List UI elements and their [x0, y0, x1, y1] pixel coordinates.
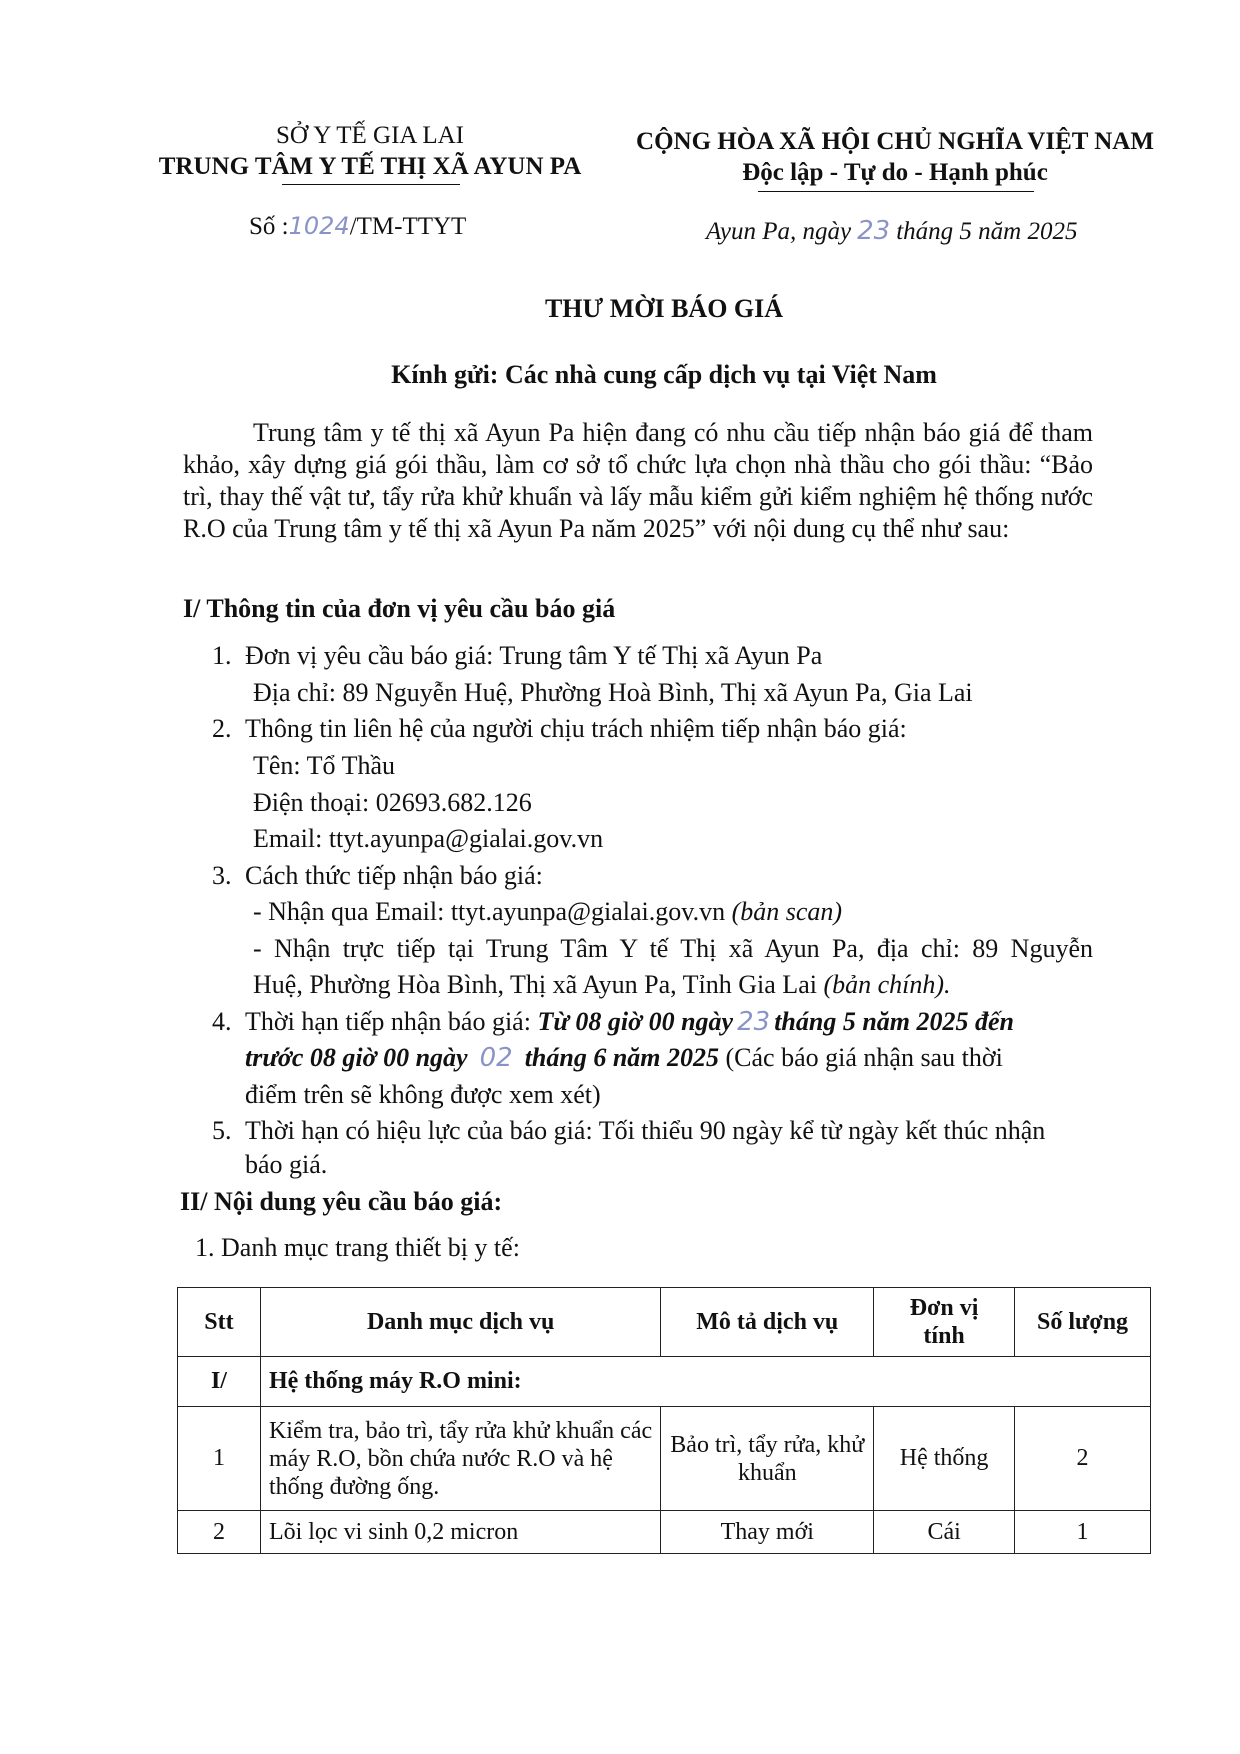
item4-line3: điểm trên sẽ không được xem xét) — [245, 1080, 601, 1109]
email-method-note: (bản scan) — [731, 897, 843, 926]
header-unit — [874, 1288, 1015, 1357]
item5-line2: báo giá. — [245, 1150, 328, 1179]
item2-number: 2. — [212, 714, 232, 743]
item1-address: Địa chỉ: 89 Nguyễn Huệ, Phường Hoà Bình, Thị xã Ayun Pa, Gia Lai — [253, 678, 973, 707]
table-row — [178, 1511, 1151, 1554]
item4-start-text: Từ 08 giờ 00 ngày — [537, 1007, 734, 1036]
item3-direct-method-line1: - Nhận trực tiếp tại Trung Tâm Y tế Thị xã Ayun Pa, địa chỉ: 89 Nguyễn — [253, 934, 1093, 963]
row2-stt: 2 — [178, 1511, 261, 1554]
item4-start-month: tháng 5 năm 2025 đến — [774, 1007, 1015, 1036]
header-quantity: Số lượng — [1015, 1288, 1151, 1357]
item3-direct-method-line2 — [253, 970, 951, 1000]
agency-name: SỞ Y TẾ GIA LAI — [276, 122, 464, 149]
recipient: Kính gửi: Các nhà cung cấp dịch vụ tại Việt Nam — [391, 360, 937, 389]
item3-number: 3. — [212, 861, 232, 890]
section2-heading: II/ Nội dung yêu cầu báo giá: — [180, 1187, 503, 1216]
item4-start-day-handwritten: 23 — [737, 1007, 771, 1037]
number-suffix: /TM-TTYT — [349, 213, 467, 240]
table-row — [178, 1407, 1151, 1511]
group-name: Hệ thống máy R.O mini: — [260, 1357, 1150, 1407]
row2-quantity: 1 — [1015, 1511, 1151, 1554]
direct-method-note: (bản chính). — [823, 970, 951, 999]
row1-unit: Hệ thống — [874, 1407, 1015, 1511]
date-prefix: Ayun Pa, ngày — [706, 218, 852, 245]
row1-quantity: 2 — [1015, 1407, 1151, 1511]
intro-paragraph: Trung tâm y tế thị xã Ayun Pa hiện đang có nhu cầu tiếp nhận báo giá để tham khảo, xây dựng giá gói thầu, làm cơ sở tổ chức lựa chọn nhà thầu cho gói thầu: “Bảo trì, thay thế vật tư, tẩy rửa khử khuẩn và lấy mẫu kiểm gửi kiểm nghiệm hệ thống nước R.O của Trung tâm y tế thị xã Ayun Pa năm 2025” với nội dung cụ thể như sau: — [183, 418, 1093, 543]
item4-note-start: (Các báo giá nhận sau thời — [725, 1043, 1003, 1072]
item3-email-method — [253, 897, 842, 927]
row1-description: Bảo trì, tẩy rửa, khử khuẩn — [661, 1407, 874, 1511]
item4-line1 — [245, 1007, 1014, 1037]
email-method-text: - Nhận qua Email: ttyt.ayunpa@gialai.gov.vn — [253, 897, 726, 926]
service-table — [177, 1287, 1151, 1554]
contact-email: Email: ttyt.ayunpa@gialai.gov.vn — [253, 824, 604, 853]
row2-service: Lõi lọc vi sinh 0,2 micron — [260, 1511, 660, 1554]
contact-name: Tên: Tổ Thầu — [253, 751, 396, 780]
item1-text: Đơn vị yêu cầu báo giá: Trung tâm Y tế Thị xã Ayun Pa — [245, 641, 823, 670]
item4-end-text: trước 08 giờ 00 ngày — [245, 1043, 468, 1072]
table-header-row — [178, 1288, 1151, 1357]
section1-heading: I/ Thông tin của đơn vị yêu cầu báo giá — [183, 594, 616, 623]
date-handwritten: 23 — [857, 216, 891, 246]
row1-stt: 1 — [178, 1407, 261, 1511]
number-handwritten: 1024 — [288, 212, 350, 240]
item3-text: Cách thức tiếp nhận báo giá: — [245, 861, 543, 890]
item4-end-month: tháng 6 năm 2025 — [524, 1043, 720, 1072]
header-description: Mô tả dịch vụ — [661, 1288, 874, 1357]
item5-line1: Thời hạn có hiệu lực của báo giá: Tối thiểu 90 ngày kể từ ngày kết thúc nhận — [245, 1116, 1046, 1145]
unit-underline — [282, 184, 460, 185]
table-group-row — [178, 1357, 1151, 1407]
header-service: Danh mục dịch vụ — [260, 1288, 660, 1357]
row2-unit: Cái — [874, 1511, 1015, 1554]
item4-end-day-handwritten: 02 — [479, 1043, 513, 1073]
motto-underline — [758, 191, 1034, 192]
document-title: THƯ MỜI BÁO GIÁ — [544, 294, 784, 323]
item4-line2 — [245, 1043, 1003, 1073]
contact-phone: Điện thoại: 02693.682.126 — [253, 788, 532, 817]
header-unit-text: Đơn vị tính — [909, 1295, 979, 1349]
row1-service: Kiểm tra, bảo trì, tẩy rửa khử khuẩn các máy R.O, bồn chứa nước R.O và hệ thống đường ống. — [260, 1407, 660, 1511]
group-stt: I/ — [178, 1357, 261, 1407]
unit-name: TRUNG TÂM Y TẾ THỊ XÃ AYUN PA — [158, 153, 582, 180]
document-date — [706, 216, 1077, 246]
direct-method-text: Huệ, Phường Hòa Bình, Thị xã Ayun Pa, Tỉnh Gia Lai — [253, 970, 817, 999]
item1-number: 1. — [212, 641, 232, 670]
item5-number: 5. — [212, 1116, 232, 1145]
number-prefix: Số : — [249, 213, 289, 240]
motto: Độc lập - Tự do - Hạnh phúc — [742, 159, 1048, 186]
document-number — [249, 212, 466, 241]
section2-sub1: 1. Danh mục trang thiết bị y tế: — [195, 1233, 520, 1262]
header-stt: Stt — [178, 1288, 261, 1357]
item4-label-text: Thời hạn tiếp nhận báo giá: — [245, 1007, 531, 1036]
item2-text: Thông tin liên hệ của người chịu trách nhiệm tiếp nhận báo giá: — [245, 714, 907, 743]
country-name: CỘNG HÒA XÃ HỘI CHỦ NGHĨA VIỆT NAM — [636, 128, 1154, 155]
item4-number: 4. — [212, 1007, 232, 1036]
row2-description: Thay mới — [661, 1511, 874, 1554]
date-suffix: tháng 5 năm 2025 — [896, 218, 1078, 245]
